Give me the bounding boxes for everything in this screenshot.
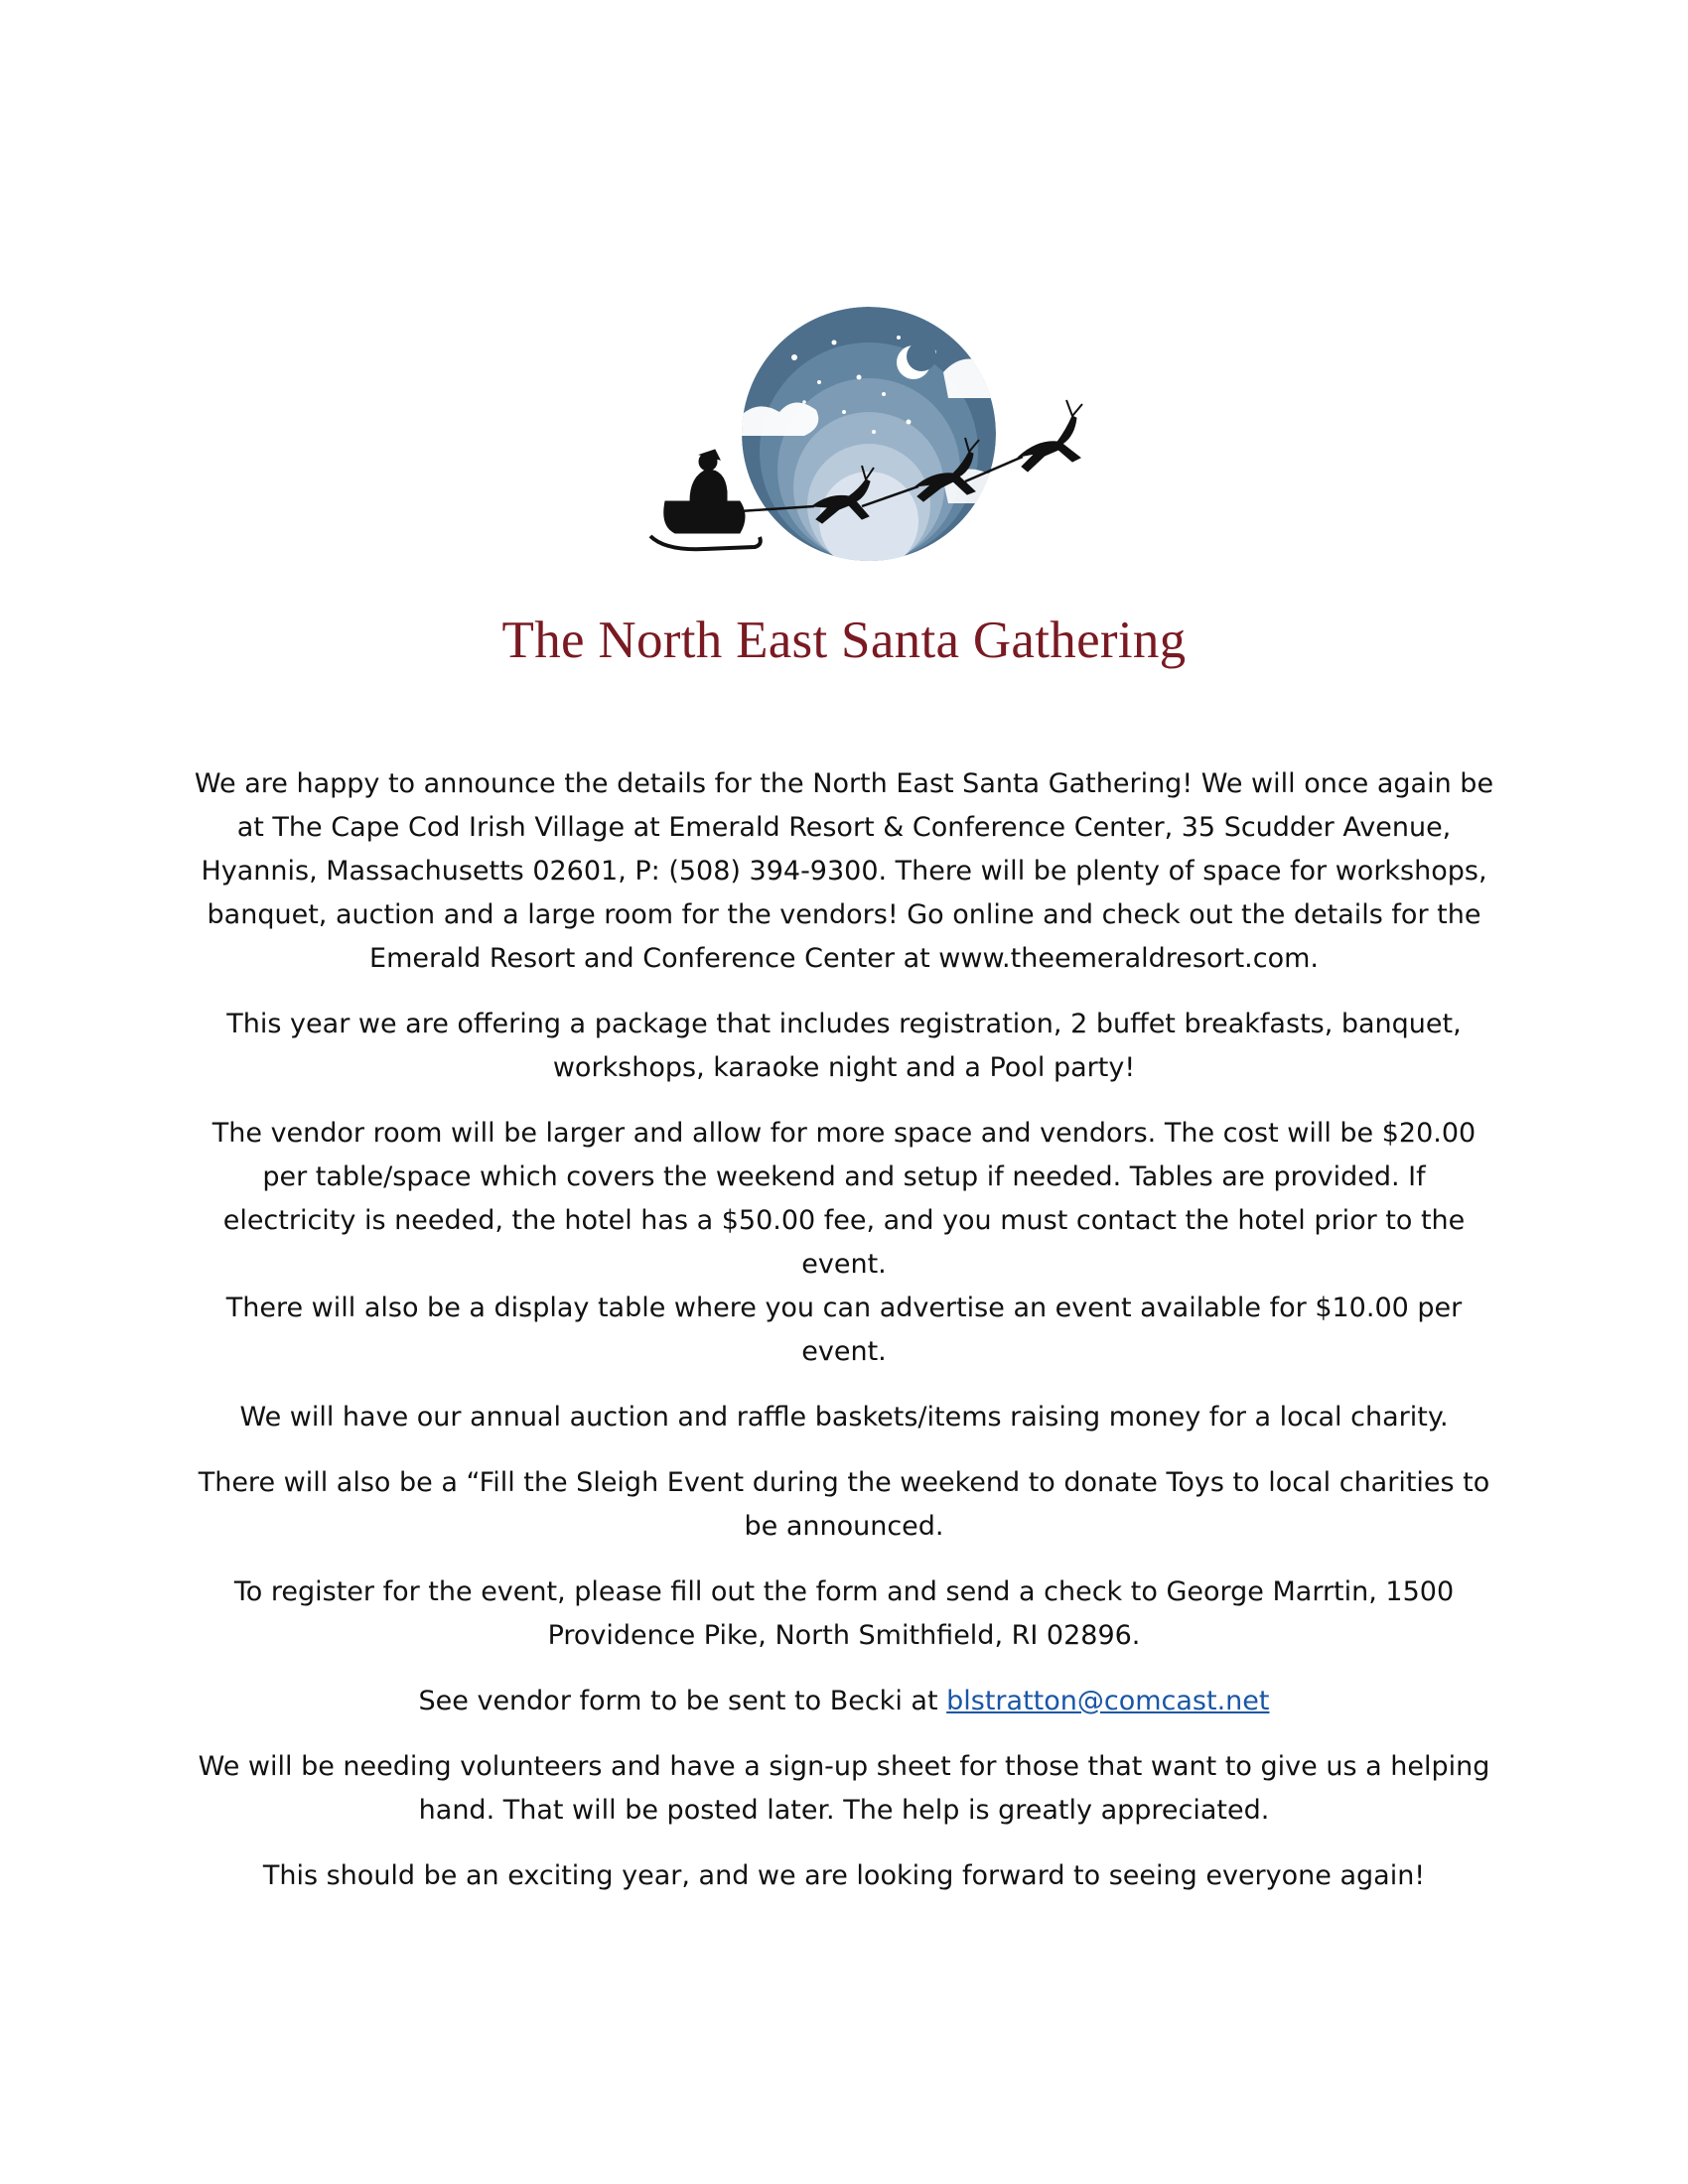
closing-paragraph: This should be an exciting year, and we are looking forward to seeing everyone again! (262, 1860, 1426, 1891)
display-table-paragraph: There will also be a display table where you can advertise an event available for $10.00 per event. (225, 1293, 1463, 1367)
package-paragraph: This year we are offering a package that includes registration, 2 buffet breakfasts, banquet, workshops, karaoke night and a Pool party! (226, 1009, 1462, 1083)
santa-sleigh-moon-logo (645, 303, 1092, 571)
venue-paragraph: We are happy to announce the details for the North East Santa Gathering! We will once again be at The Cape Cod Irish Village at Emerald Resort & Conference Center, 35 Scudder Avenue, Hyannis, Massachusetts 02601, P: (508) 394-9300. There will be plenty of space for workshops, banquet, auction and a large room for the vendors! Go online and check out the details for the Emerald Resort and Conference Center at www.theemeraldresort.com. (194, 768, 1494, 974)
vendor-email-link[interactable]: blstratton@comcast.net (946, 1686, 1270, 1716)
announcement-body (194, 762, 1494, 1920)
volunteers-paragraph: We will be needing volunteers and have a sign-up sheet for those that want to give us a helping hand. That will be posted later. The help is greatly appreciated. (198, 1751, 1490, 1826)
vendor-form-paragraph (194, 1680, 1494, 1723)
auction-paragraph: We will have our annual auction and raffle baskets/items raising money for a local charity. (239, 1402, 1449, 1433)
page-title: The North East Santa Gathering (501, 612, 1187, 669)
vendor-room-paragraph: The vendor room will be larger and allow for more space and vendors. The cost will be $20.00 per table/space which covers the weekend and setup if needed. Tables are provided. If electricity is needed, the hotel has a $50.00 fee, and you must contact the hotel prior to the event. (211, 1118, 1477, 1280)
registration-paragraph: To register for the event, please fill out the form and send a check to George Marrtin, 1500 Providence Pike, North Smithfield, RI 02896. (233, 1576, 1455, 1651)
vendor-form-text: See vendor form to be sent to Becki at (418, 1686, 947, 1716)
fill-the-sleigh-paragraph: There will also be a “Fill the Sleigh Event during the weekend to donate Toys to local charities to be announced. (198, 1467, 1490, 1542)
